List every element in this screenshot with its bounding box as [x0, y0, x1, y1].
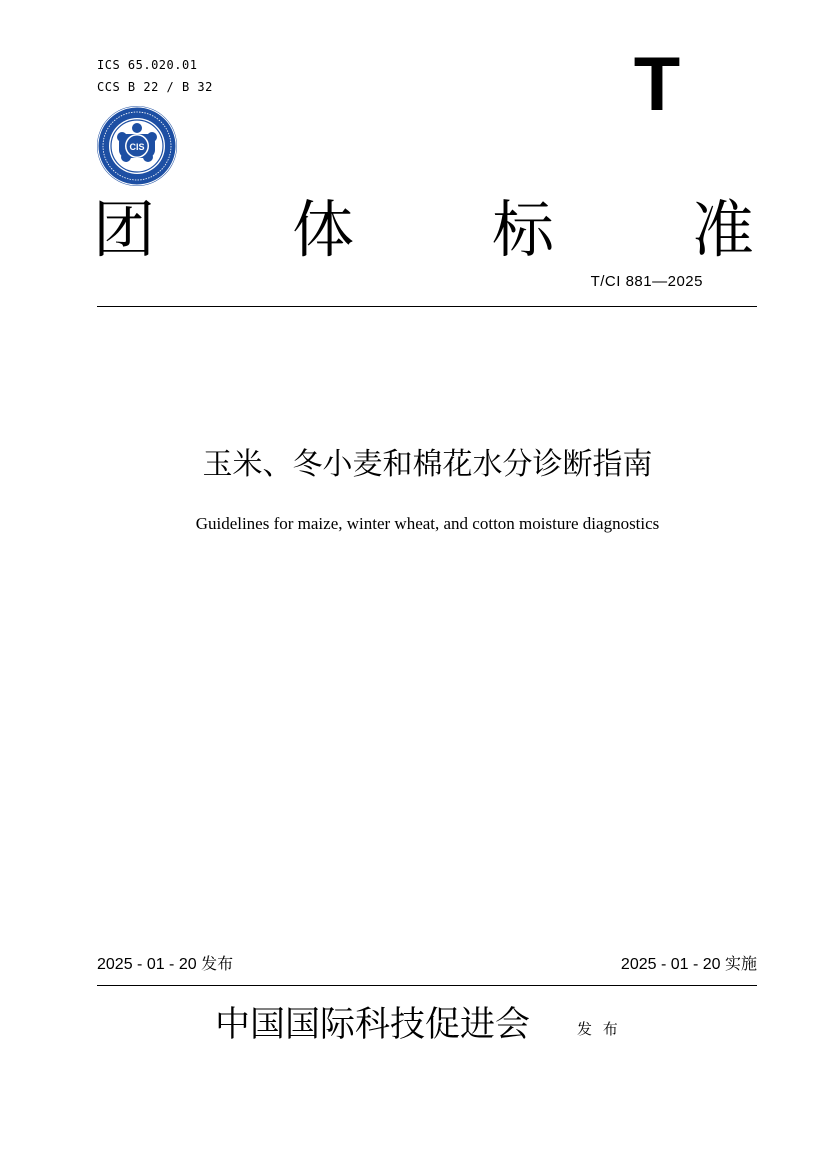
title-char-4: 准 — [692, 193, 755, 266]
implementation-date: 2025 - 01 - 20 实施 — [620, 956, 757, 973]
ccs-code: CCS B 22 / B 32 — [97, 80, 213, 94]
standard-type-letter: T — [633, 42, 681, 127]
title-char-1: 团 — [93, 193, 156, 266]
organization-logo-icon — [95, 104, 179, 188]
footer-divider — [97, 985, 757, 986]
document-title-zh: 玉米、冬小麦和棉花水分诊断指南 — [202, 447, 653, 482]
logo-lettering: CIS — [129, 142, 145, 152]
issue-date: 2025 - 01 - 20 发布 — [97, 956, 234, 973]
document-title-en: Guidelines for maize, winter wheat, and cotton moisture diagnostics — [195, 514, 660, 533]
header-divider — [97, 306, 757, 307]
publish-label: 发 布 — [577, 1020, 621, 1038]
standard-number: T/CI 881—2025 — [590, 273, 703, 290]
title-char-3: 标 — [492, 193, 555, 266]
publisher-name: 中国国际科技促进会 — [215, 1005, 531, 1045]
title-char-2: 体 — [292, 193, 355, 266]
ics-code: ICS 65.020.01 — [97, 58, 198, 72]
